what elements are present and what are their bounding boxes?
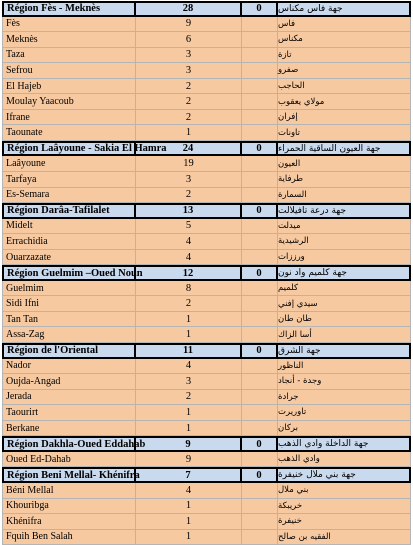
city-name-ar: تاوريرت — [278, 405, 411, 420]
city-empty — [242, 63, 278, 78]
city-row — [2, 405, 411, 421]
city-name-ar: الحاجب — [278, 79, 411, 94]
city-empty — [242, 530, 278, 545]
city-row — [2, 172, 411, 188]
region-name-ar: جهة بني ملال خنيفرة — [278, 469, 411, 481]
region-zero: 0 — [242, 469, 278, 481]
region-total: 7 — [136, 469, 242, 481]
region-name-fr: Région Fès - Meknès — [2, 3, 136, 15]
city-name-fr: Ouarzazate — [2, 250, 136, 265]
city-row — [2, 17, 411, 33]
region-total: 11 — [136, 345, 242, 357]
city-empty — [242, 359, 278, 374]
city-count: 4 — [136, 234, 242, 249]
city-empty — [242, 499, 278, 514]
city-count: 8 — [136, 281, 242, 296]
city-empty — [242, 17, 278, 32]
city-name-fr: Béni Mellal — [2, 483, 136, 498]
city-row — [2, 359, 411, 375]
region-total: 24 — [136, 143, 242, 155]
city-name-ar: صفرو — [278, 63, 411, 78]
city-name-ar: تازة — [278, 48, 411, 63]
city-count: 1 — [136, 514, 242, 529]
region-zero: 0 — [242, 143, 278, 155]
city-name-ar: إفران — [278, 110, 411, 125]
region-zero: 0 — [242, 267, 278, 279]
city-empty — [242, 188, 278, 203]
region-total: 28 — [136, 3, 242, 15]
city-count: 5 — [136, 219, 242, 234]
city-empty — [242, 234, 278, 249]
region-zero: 0 — [242, 205, 278, 217]
city-name-ar: خريبكة — [278, 499, 411, 514]
city-name-fr: Sidi Ifni — [2, 296, 136, 311]
region-name-fr: Région Beni Mellal- Khénifra — [2, 469, 136, 481]
city-empty — [242, 110, 278, 125]
city-count: 3 — [136, 63, 242, 78]
city-count: 3 — [136, 48, 242, 63]
city-count: 2 — [136, 110, 242, 125]
city-empty — [242, 94, 278, 109]
region-zero: 0 — [242, 345, 278, 357]
city-row — [2, 312, 411, 328]
city-row — [2, 156, 411, 172]
city-name-fr: Assa-Zag — [2, 327, 136, 342]
region-name-ar: جهة كلميم واد نون — [278, 267, 411, 279]
city-count: 2 — [136, 188, 242, 203]
city-count: 1 — [136, 421, 242, 436]
city-name-fr: Taourirt — [2, 405, 136, 420]
city-name-ar: بني ملال — [278, 483, 411, 498]
city-empty — [242, 32, 278, 47]
city-count: 9 — [136, 452, 242, 467]
city-row — [2, 499, 411, 515]
city-name-ar: العيون — [278, 156, 411, 171]
city-name-fr: Nador — [2, 359, 136, 374]
city-name-fr: Taounate — [2, 125, 136, 140]
city-count: 1 — [136, 312, 242, 327]
city-name-ar: جرادة — [278, 390, 411, 405]
city-row — [2, 281, 411, 297]
region-row — [2, 343, 411, 359]
city-name-fr: Guelmim — [2, 281, 136, 296]
city-name-fr: Sefrou — [2, 63, 136, 78]
region-name-ar: جهة العيون الساقية الحمراء — [278, 143, 411, 155]
region-name-fr: Région Laâyoune - Sakia El Hamra — [2, 143, 136, 155]
city-count: 1 — [136, 327, 242, 342]
city-empty — [242, 452, 278, 467]
city-row — [2, 79, 411, 95]
city-name-fr: Taza — [2, 48, 136, 63]
city-name-ar: الفقيه بن صالح — [278, 530, 411, 545]
city-count: 1 — [136, 499, 242, 514]
city-name-ar: ميدلت — [278, 219, 411, 234]
city-row — [2, 188, 411, 204]
city-name-fr: Fquih Ben Salah — [2, 530, 136, 545]
city-name-fr: El Hajeb — [2, 79, 136, 94]
city-name-ar: طان طان — [278, 312, 411, 327]
city-row — [2, 32, 411, 48]
region-total: 12 — [136, 267, 242, 279]
city-name-fr: Jerada — [2, 390, 136, 405]
city-row — [2, 125, 411, 141]
region-row — [2, 265, 411, 281]
region-name-fr: Région Darâa-Tafilalet — [2, 205, 136, 217]
region-row — [2, 467, 411, 483]
region-name-ar: جهة الشرق — [278, 345, 411, 357]
city-empty — [242, 79, 278, 94]
city-count: 1 — [136, 405, 242, 420]
city-name-ar: ورززات — [278, 250, 411, 265]
city-name-ar: وجدة - أنجاد — [278, 374, 411, 389]
city-empty — [242, 125, 278, 140]
city-row — [2, 219, 411, 235]
city-name-ar: السمارة — [278, 188, 411, 203]
region-name-ar: جهة الداخلة وادي الذهب — [278, 438, 411, 450]
city-name-fr: Berkane — [2, 421, 136, 436]
city-empty — [242, 172, 278, 187]
city-name-fr: Oued Ed-Dahab — [2, 452, 136, 467]
city-row — [2, 530, 411, 545]
city-name-ar: الرشيدية — [278, 234, 411, 249]
city-name-fr: Moulay Yaacoub — [2, 94, 136, 109]
city-row — [2, 48, 411, 64]
city-empty — [242, 312, 278, 327]
city-count: 9 — [136, 17, 242, 32]
region-row — [2, 436, 411, 452]
region-zero: 0 — [242, 438, 278, 450]
city-empty — [242, 296, 278, 311]
city-name-fr: Ifrane — [2, 110, 136, 125]
city-name-ar: الناظور — [278, 359, 411, 374]
region-name-fr: Région de l'Oriental — [2, 345, 136, 357]
city-name-fr: Meknès — [2, 32, 136, 47]
region-name-fr: Région Guelmim –Oued Noun — [2, 267, 136, 279]
city-row — [2, 374, 411, 390]
city-name-fr: Khouribga — [2, 499, 136, 514]
region-row — [2, 141, 411, 157]
city-name-fr: Tan Tan — [2, 312, 136, 327]
city-count: 4 — [136, 359, 242, 374]
city-name-ar: سيدي إفني — [278, 296, 411, 311]
region-name-ar: جهة فاس مكناس — [278, 3, 411, 15]
city-count: 4 — [136, 483, 242, 498]
city-empty — [242, 327, 278, 342]
city-name-fr: Es-Semara — [2, 188, 136, 203]
city-empty — [242, 405, 278, 420]
city-row — [2, 452, 411, 468]
city-row — [2, 483, 411, 499]
city-row — [2, 390, 411, 406]
city-count: 4 — [136, 250, 242, 265]
city-empty — [242, 483, 278, 498]
city-row — [2, 63, 411, 79]
city-count: 19 — [136, 156, 242, 171]
city-row — [2, 514, 411, 530]
city-count: 2 — [136, 79, 242, 94]
region-table — [2, 1, 411, 545]
city-row — [2, 234, 411, 250]
city-row — [2, 110, 411, 126]
city-name-ar: وادي الذهب — [278, 452, 411, 467]
city-name-ar: مولاي يعقوب — [278, 94, 411, 109]
city-count: 2 — [136, 390, 242, 405]
city-empty — [242, 281, 278, 296]
city-empty — [242, 390, 278, 405]
region-total: 9 — [136, 438, 242, 450]
city-name-ar: مكناس — [278, 32, 411, 47]
city-name-ar: طرفاية — [278, 172, 411, 187]
city-name-fr: Laâyoune — [2, 156, 136, 171]
city-name-fr: Khénifra — [2, 514, 136, 529]
region-row — [2, 203, 411, 219]
region-name-fr: Région Dakhla-Oued Eddahab — [2, 438, 136, 450]
city-row — [2, 250, 411, 266]
city-name-fr: Fès — [2, 17, 136, 32]
city-count: 2 — [136, 296, 242, 311]
city-empty — [242, 421, 278, 436]
city-name-fr: Midelt — [2, 219, 136, 234]
city-name-ar: تاونات — [278, 125, 411, 140]
city-row — [2, 94, 411, 110]
city-empty — [242, 48, 278, 63]
city-count: 1 — [136, 125, 242, 140]
city-count: 3 — [136, 374, 242, 389]
city-empty — [242, 219, 278, 234]
city-count: 6 — [136, 32, 242, 47]
region-zero: 0 — [242, 3, 278, 15]
city-row — [2, 421, 411, 437]
city-row — [2, 296, 411, 312]
city-count: 1 — [136, 530, 242, 545]
region-name-ar: جهة درعة تافيلالت — [278, 205, 411, 217]
city-name-fr: Tarfaya — [2, 172, 136, 187]
city-name-ar: بركان — [278, 421, 411, 436]
city-name-ar: أسا الزاك — [278, 327, 411, 342]
city-empty — [242, 514, 278, 529]
city-name-ar: فاس — [278, 17, 411, 32]
city-row — [2, 327, 411, 343]
city-count: 3 — [136, 172, 242, 187]
city-name-fr: Errachidia — [2, 234, 136, 249]
city-empty — [242, 250, 278, 265]
city-empty — [242, 374, 278, 389]
city-name-ar: خنيفرة — [278, 514, 411, 529]
city-name-ar: كلميم — [278, 281, 411, 296]
city-empty — [242, 156, 278, 171]
city-count: 2 — [136, 94, 242, 109]
region-row — [2, 1, 411, 17]
region-total: 13 — [136, 205, 242, 217]
city-name-fr: Oujda-Angad — [2, 374, 136, 389]
